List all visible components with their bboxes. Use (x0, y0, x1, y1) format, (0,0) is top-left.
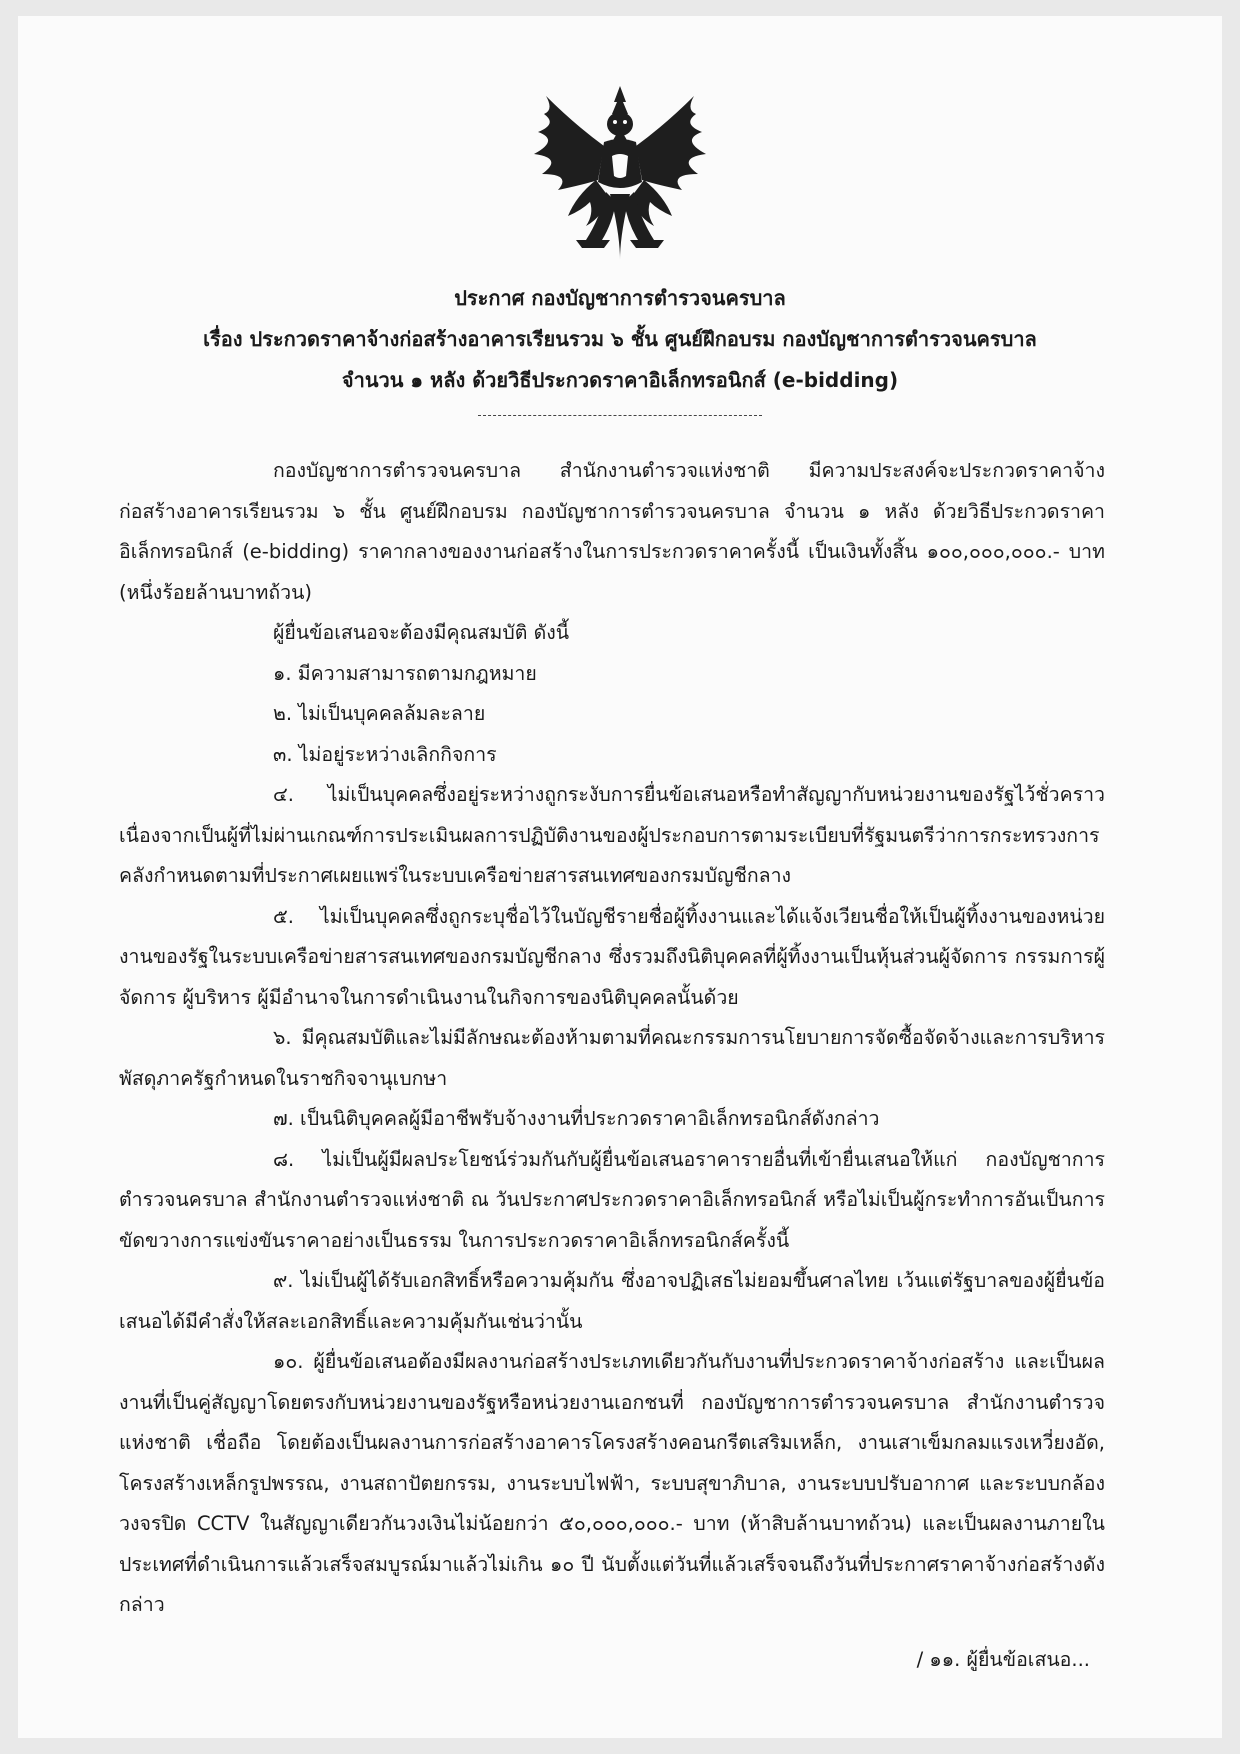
intro-paragraph: กองบัญชาการตำรวจนครบาล สำนักงานตำรวจแห่งชาติ มีความประสงค์จะประกวดราคาจ้างก่อสร้างอาคารเรียนรวม ๖ ชั้น ศูนย์ฝึกอบรม กองบัญชาการตำรวจนครบาล จำนวน ๑ หลัง ด้วยวิธีประกวดราคาอิเล็กทรอนิกส์ (e-bidding) ราคากลางของงานก่อสร้างในการประกวดราคาครั้งนี้ เป็นเงินทั้งสิ้น ๑๐๐,๐๐๐,๐๐๐.- บาท (หนึ่งร้อยล้านบาทถ้วน) (119, 459, 1105, 604)
qualification-item: ๔. ไม่เป็นบุคคลซึ่งอยู่ระหว่างถูกระงับการยื่นข้อเสนอหรือทำสัญญากับหน่วยงานของรัฐไว้ชั่วคราวเนื่องจากเป็นผู้ที่ไม่ผ่านเกณฑ์การประเมินผลการปฏิบัติงานของผู้ประกอบการตามระเบียบที่รัฐมนตรีว่าการกระทรวงการคลังกำหนดตามที่ประกาศเผยแพร่ในระบบเครือข่ายสารสนเทศของกรมบัญชีกลาง (119, 783, 1105, 887)
document-page (18, 16, 1222, 1738)
qualification-item: ๗. เป็นนิติบุคคลผู้มีอาชีพรับจ้างงานที่ประกวดราคาอิเล็กทรอนิกส์ดังกล่าว (273, 1107, 880, 1130)
qualification-item: ๑. มีความสามารถตามกฎหมาย (273, 661, 537, 685)
heading-line-2: เรื่อง ประกวดราคาจ้างก่อสร้างอาคารเรียนรวม ๖ ชั้น ศูนย์ฝึกอบรม กองบัญชาการตำรวจนครบาล (203, 327, 1037, 351)
separator-line (478, 415, 762, 416)
announcement-body (119, 451, 1105, 1626)
qualification-item: ๖. มีคุณสมบัติและไม่มีลักษณะต้องห้ามตามที่คณะกรรมการนโยบายการจัดซื้อจัดจ้างและการบริหารพัสดุภาครัฐกำหนดในราชกิจจานุเบกษา (119, 1026, 1105, 1090)
qualification-item: ๓. ไม่อยู่ระหว่างเลิกกิจการ (273, 742, 497, 766)
qualifications-heading: ผู้ยื่นข้อเสนอจะต้องมีคุณสมบัติ ดังนี้ (273, 621, 570, 644)
heading-line-3: จำนวน ๑ หลัง ด้วยวิธีประกวดราคาอิเล็กทรอนิกส์ (e-bidding) (341, 368, 899, 392)
continuation-note: / ๑๑. ผู้ยื่นข้อเสนอ... (916, 1648, 1090, 1671)
heading-line-1: ประกาศ กองบัญชาการตำรวจนครบาล (454, 286, 786, 310)
qualification-item: ๙. ไม่เป็นผู้ได้รับเอกสิทธิ์หรือความคุ้มกัน ซึ่งอาจปฏิเสธไม่ยอมขึ้นศาลไทย เว้นแต่รัฐบาลของผู้ยื่นข้อเสนอได้มีคำสั่งให้สละเอกสิทธิ์และความคุ้มกันเช่นว่านั้น (119, 1269, 1105, 1333)
garuda-emblem-icon (524, 84, 716, 264)
qualification-item: ๑๐. ผู้ยื่นข้อเสนอต้องมีผลงานก่อสร้างประเภทเดียวกันกับงานที่ประกวดราคาจ้างก่อสร้าง และเป็นผลงานที่เป็นคู่สัญญาโดยตรงกับหน่วยงานของรัฐหรือหน่วยงานเอกชนที่ กองบัญชาการตำรวจนครบาล สำนักงานตำรวจแห่งชาติ เชื่อถือ โดยต้องเป็นผลงานการก่อสร้างอาคารโครงสร้างคอนกรีตเสริมเหล็ก, งานเสาเข็มกลมแรงเหวี่ยงอัด, โครงสร้างเหล็กรูปพรรณ, งานสถาปัตยกรรม, งานระบบไฟฟ้า, ระบบสุขาภิบาล, งานระบบปรับอากาศ และระบบกล้องวงจรปิด CCTV ในสัญญาเดียวกันวงเงินไม่น้อยกว่า ๕๐,๐๐๐,๐๐๐.- บาท (ห้าสิบล้านบาทถ้วน) และเป็นผลงานภายในประเทศที่ดำเนินการแล้วเสร็จสมบูรณ์มาแล้วไม่เกิน ๑๐ ปี นับตั้งแต่วันที่แล้วเสร็จจนถึงวันที่ประกาศราคาจ้างก่อสร้างดังกล่าว (119, 1350, 1105, 1616)
qualification-item: ๕. ไม่เป็นบุคคลซึ่งถูกระบุชื่อไว้ในบัญชีรายชื่อผู้ทิ้งงานและได้แจ้งเวียนชื่อให้เป็นผู้ทิ้งงานของหน่วยงานของรัฐในระบบเครือข่ายสารสนเทศของกรมบัญชีกลาง ซึ่งรวมถึงนิติบุคคลที่ผู้ทิ้งงานเป็นหุ้นส่วนผู้จัดการ กรรมการผู้จัดการ ผู้บริหาร ผู้มีอำนาจในการดำเนินงานในกิจการของนิติบุคคลนั้นด้วย (119, 904, 1105, 1009)
announcement-heading (108, 278, 1132, 401)
qualification-item: ๒. ไม่เป็นบุคคลล้มละลาย (273, 702, 486, 725)
qualification-item: ๘. ไม่เป็นผู้มีผลประโยชน์ร่วมกันกับผู้ยื่นข้อเสนอราคารายอื่นที่เข้ายื่นเสนอให้แก่ กองบัญชาการตำรวจนครบาล สำนักงานตำรวจแห่งชาติ ณ วันประกาศประกวดราคาอิเล็กทรอนิกส์ หรือไม่เป็นผู้กระทำการอันเป็นการขัดขวางการแข่งขันราคาอย่างเป็นธรรม ในการประกวดราคาอิเล็กทรอนิกส์ครั้งนี้ (119, 1147, 1105, 1252)
